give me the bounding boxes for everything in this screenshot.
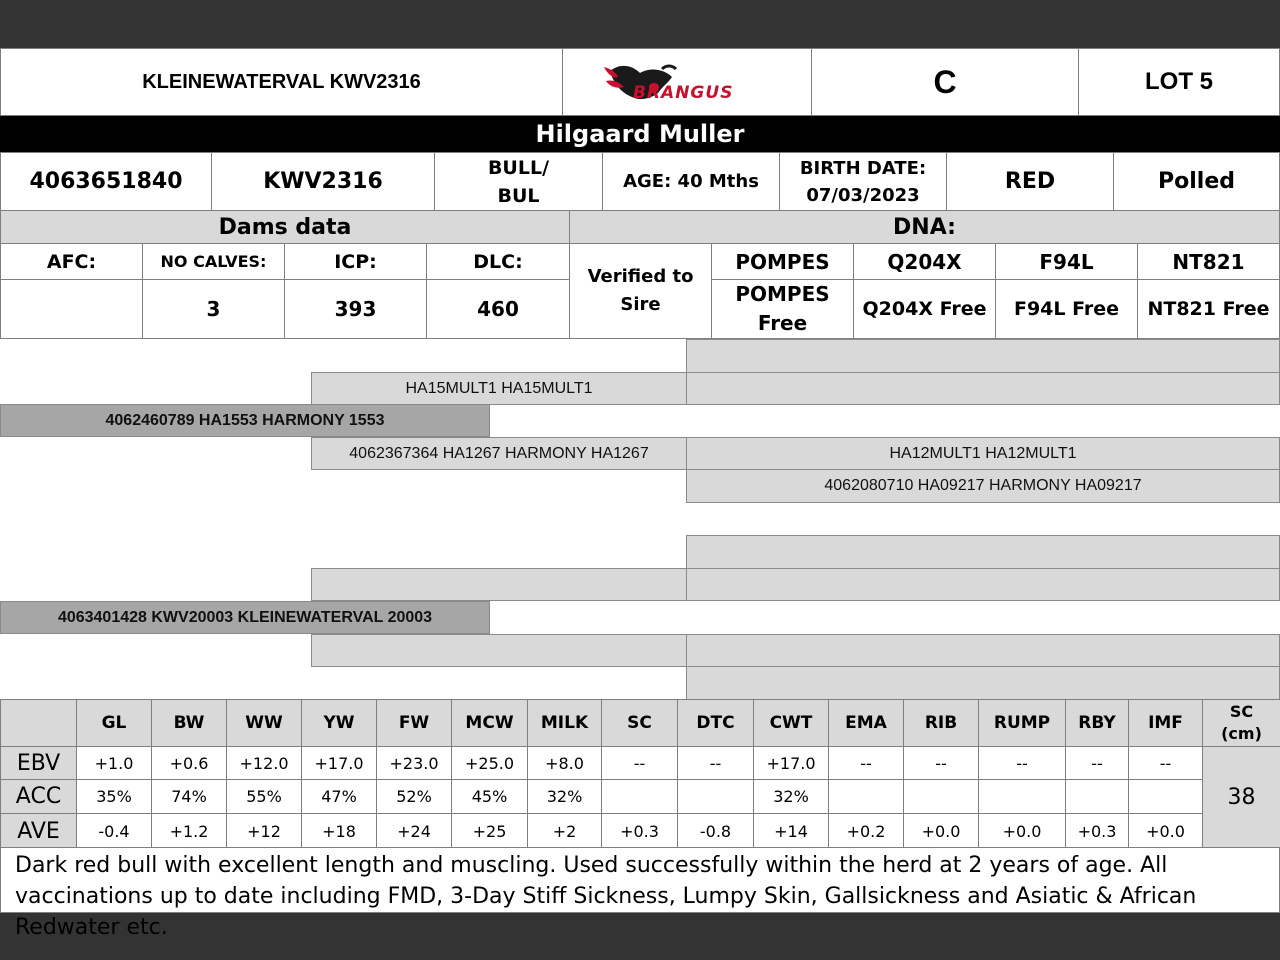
dna-title: DNA: [569,210,1280,244]
verified-line-2: Sire [620,294,661,315]
ebv-column-header: EMA [828,699,904,747]
pedigree-dam: 4063401428 KWV20003 KLEINEWATERVAL 20003 [0,601,490,634]
ebv-value-cell: +24 [376,813,452,849]
ebv-value-cell: +1.0 [76,746,152,780]
dna-verified-to-sire [569,243,712,339]
ebv-value-cell: +0.6 [151,746,227,780]
birth-date-value: 07/03/2023 [806,184,920,206]
pedigree-sire-sire: HA15MULT1 HA15MULT1 [311,372,687,405]
horn-status: Polled [1113,152,1280,211]
pedigree-empty-box [686,568,1280,601]
ebv-value-cell: +17.0 [301,746,377,780]
ebv-value-cell: -- [978,746,1066,780]
ebv-value-cell [903,779,979,814]
ebv-corner-cell [0,699,77,747]
ebv-value-cell: +0.0 [903,813,979,849]
ebv-value-cell: +0.3 [1065,813,1129,849]
ebv-column-header: RBY [1065,699,1129,747]
ebv-column-header: RUMP [978,699,1066,747]
animal-code: KWV2316 [211,152,435,211]
ebv-row-label: EBV [0,746,77,780]
class-label: C [811,48,1079,116]
ebv-column-header: BW [151,699,227,747]
ebv-value-cell: -- [1128,746,1203,780]
ebv-row-label: ACC [0,779,77,814]
ebv-sc-header [1202,699,1280,747]
ebv-column-header: YW [301,699,377,747]
ebv-value-cell: -- [903,746,979,780]
dna-result-pompes: POMPES Free [711,279,854,339]
ebv-value-cell: +25 [451,813,528,849]
ebv-value-cell [978,779,1066,814]
dams-header-afc: AFC: [0,243,143,280]
dams-data-title: Dams data [0,210,570,244]
ebv-value-cell: +12 [226,813,302,849]
dams-value-afc [0,279,143,339]
dna-result-q204x: Q204X Free [853,279,996,339]
animal-name: Hilgaard Muller [0,116,1280,152]
brangus-logo [562,48,812,116]
ebv-column-header: RIB [903,699,979,747]
ebv-column-header: IMF [1128,699,1203,747]
pedigree-sire-dam-dam: 4062080710 HA09217 HARMONY HA09217 [686,469,1280,503]
description-text: Dark red bull with excellent length and muscling. Used successfully within the herd at 2 years of age. All vaccinations up to date including FMD, 3-Day Stiff Sickness, Lumpy Skin, Gallsickness and Asiatic & African Redwater etc. [0,847,1280,913]
ebv-table [0,699,1280,848]
animal-age: AGE: 40 Mths [602,152,780,211]
ebv-value-cell: 74% [151,779,227,814]
dams-value-icp: 393 [284,279,427,339]
ebv-value-cell: 32% [527,779,602,814]
ebv-value-cell [601,779,678,814]
birth-date-label: BIRTH DATE: [799,157,927,179]
dna-result-f94l: F94L Free [995,279,1138,339]
ebv-value-cell [1128,779,1203,814]
animal-id-number: 4063651840 [0,152,212,211]
ebv-column-header: MILK [527,699,602,747]
ebv-value-cell: +0.3 [601,813,678,849]
ebv-value-cell: 52% [376,779,452,814]
pedigree-empty-box [686,535,1280,569]
pedigree-empty-box [686,634,1280,667]
ebv-value-cell: +12.0 [226,746,302,780]
ebv-value-cell [1065,779,1129,814]
ebv-value-cell [828,779,904,814]
ebv-value-cell: +0.2 [828,813,904,849]
ebv-value-cell: 45% [451,779,528,814]
ebv-value-cell: 35% [76,779,152,814]
dams-header-no-calves: NO CALVES: [142,243,285,280]
pedigree-empty-box [686,666,1280,700]
dna-result-nt821: NT821 Free [1137,279,1280,339]
ebv-value-cell: +0.0 [1128,813,1203,849]
sex-line-2: BUL [497,184,540,207]
sc-label-line-2: (cm) [1221,724,1262,743]
ebv-column-header: DTC [677,699,754,747]
dna-test-f94l: F94L [995,243,1138,280]
pedigree-empty-box [686,339,1280,373]
ebv-value-cell: +17.0 [753,746,829,780]
ebv-value-cell: +18 [301,813,377,849]
ebv-column-header: CWT [753,699,829,747]
dams-header-dlc: DLC: [426,243,570,280]
ebv-value-cell: -0.4 [76,813,152,849]
ebv-value-cell: 32% [753,779,829,814]
dams-header-icp: ICP: [284,243,427,280]
ebv-value-cell: 47% [301,779,377,814]
birth-date [779,152,947,211]
sex-line-1: BULL/ [487,156,550,179]
ebv-column-header: FW [376,699,452,747]
ebv-column-header: SC [601,699,678,747]
ebv-value-cell: -- [828,746,904,780]
ebv-value-cell: +0.0 [978,813,1066,849]
ebv-value-cell: -- [601,746,678,780]
pedigree-sire-dam: 4062367364 HA1267 HARMONY HA1267 [311,437,687,470]
pedigree-empty-box [311,568,687,601]
pedigree-sire: 4062460789 HA1553 HARMONY 1553 [0,404,490,437]
lot-number: LOT 5 [1078,48,1280,116]
ebv-value-cell: +23.0 [376,746,452,780]
ebv-row-label: AVE [0,813,77,849]
ebv-value-cell: +1.2 [151,813,227,849]
ebv-column-header: MCW [451,699,528,747]
ebv-value-cell: +25.0 [451,746,528,780]
dams-value-dlc: 460 [426,279,570,339]
ebv-value-cell: 55% [226,779,302,814]
verified-line-1: Verified to [587,266,694,287]
ebv-value-cell: +14 [753,813,829,849]
ebv-value-cell: -0.8 [677,813,754,849]
pedigree-sire-dam-sire: HA12MULT1 HA12MULT1 [686,437,1280,470]
ebv-value-cell: -- [677,746,754,780]
farm-name: KLEINEWATERVAL KWV2316 [0,48,563,116]
dams-value-no-calves: 3 [142,279,285,339]
ebv-column-header: GL [76,699,152,747]
sc-label-line-1: SC [1229,702,1254,721]
ebv-value-cell: -- [1065,746,1129,780]
ebv-value-cell: +2 [527,813,602,849]
ebv-value-cell [677,779,754,814]
animal-colour: RED [946,152,1114,211]
ebv-value-cell: +8.0 [527,746,602,780]
animal-sex [434,152,603,211]
logo-wordmark: BRANGUS [633,83,734,103]
dna-test-nt821: NT821 [1137,243,1280,280]
dna-test-q204x: Q204X [853,243,996,280]
sc-value: 38 [1202,746,1280,849]
pedigree-empty-box [686,372,1280,405]
pedigree-empty-box [311,634,687,667]
dna-test-pompes: POMPES [711,243,854,280]
ebv-column-header: WW [226,699,302,747]
